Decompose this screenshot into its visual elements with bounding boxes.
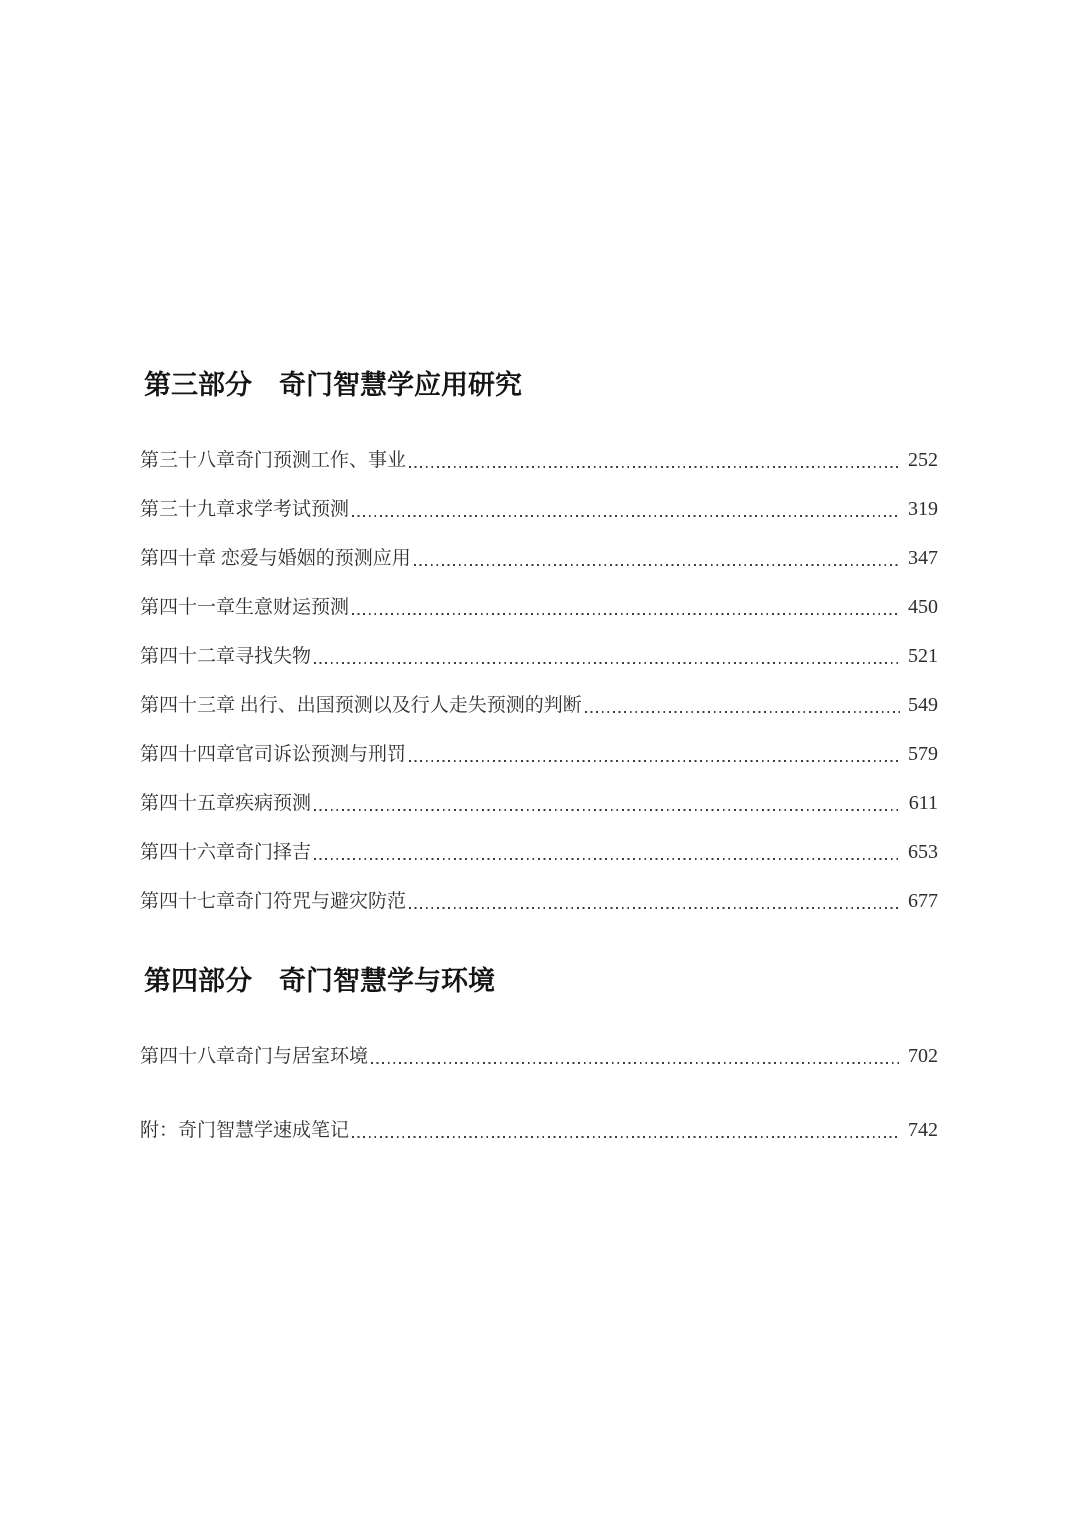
toc-entry-page: 521 bbox=[908, 645, 938, 667]
toc-entry-title: 第四十二章寻找失物 bbox=[140, 646, 312, 667]
section-heading-part3: 第三部分 奇门智慧学应用研究 bbox=[144, 370, 522, 400]
toc-entry bbox=[140, 691, 938, 719]
toc-entry-page: 702 bbox=[908, 1045, 938, 1067]
toc-entry-title: 第四十五章疾病预测 bbox=[140, 793, 312, 814]
toc-entry bbox=[140, 838, 938, 866]
toc-entry-page: 347 bbox=[908, 547, 938, 569]
toc-entry-page: 742 bbox=[908, 1119, 938, 1141]
toc-entry bbox=[140, 789, 938, 817]
toc-entry-appendix bbox=[140, 1116, 938, 1144]
toc-entry-title: 第四十六章奇门择吉 bbox=[140, 842, 312, 863]
toc-entry bbox=[140, 593, 938, 621]
toc-entry-title: 第四十七章奇门符咒与避灾防范 bbox=[140, 891, 407, 912]
dot-leader bbox=[371, 1062, 900, 1064]
dot-leader bbox=[352, 515, 900, 517]
toc-entry-page: 653 bbox=[908, 841, 938, 863]
dot-leader bbox=[352, 1136, 900, 1138]
dot-leader bbox=[409, 907, 900, 909]
toc-entry-title: 第四十章 恋爱与婚姻的预测应用 bbox=[140, 548, 411, 569]
dot-leader bbox=[409, 466, 900, 468]
dot-leader bbox=[409, 760, 900, 762]
dot-leader bbox=[585, 711, 900, 713]
toc-entry-page: 252 bbox=[908, 449, 938, 471]
toc-entry-page: 319 bbox=[908, 498, 938, 520]
toc-entry-title: 第四十四章官司诉讼预测与刑罚 bbox=[140, 744, 407, 765]
dot-leader bbox=[314, 858, 900, 860]
toc-entry bbox=[140, 544, 938, 572]
toc-entry-page: 677 bbox=[908, 890, 938, 912]
toc-entry-title: 第四十八章奇门与居室环境 bbox=[140, 1046, 369, 1067]
toc-entry-page: 611 bbox=[908, 792, 938, 814]
toc-entry bbox=[140, 1042, 938, 1070]
section-heading-part4: 第四部分 奇门智慧学与环境 bbox=[144, 966, 495, 996]
toc-entry-page: 450 bbox=[908, 596, 938, 618]
dot-leader bbox=[314, 809, 900, 811]
dot-leader bbox=[314, 662, 900, 664]
toc-entry bbox=[140, 887, 938, 915]
toc-entry bbox=[140, 740, 938, 768]
toc-entry bbox=[140, 495, 938, 523]
dot-leader bbox=[352, 613, 900, 615]
dot-leader bbox=[414, 564, 900, 566]
toc-entry-title: 附：奇门智慧学速成笔记 bbox=[140, 1120, 350, 1141]
toc-entry-title: 第四十一章生意财运预测 bbox=[140, 597, 350, 618]
toc-entry-title: 第三十九章求学考试预测 bbox=[140, 499, 350, 520]
toc-entry-page: 579 bbox=[908, 743, 938, 765]
toc-entry-title: 第三十八章奇门预测工作、事业 bbox=[140, 450, 407, 471]
toc-entry-title: 第四十三章 出行、出国预测以及行人走失预测的判断 bbox=[140, 695, 582, 716]
toc-entry bbox=[140, 446, 938, 474]
toc-entry-page: 549 bbox=[908, 694, 938, 716]
toc-entry bbox=[140, 642, 938, 670]
